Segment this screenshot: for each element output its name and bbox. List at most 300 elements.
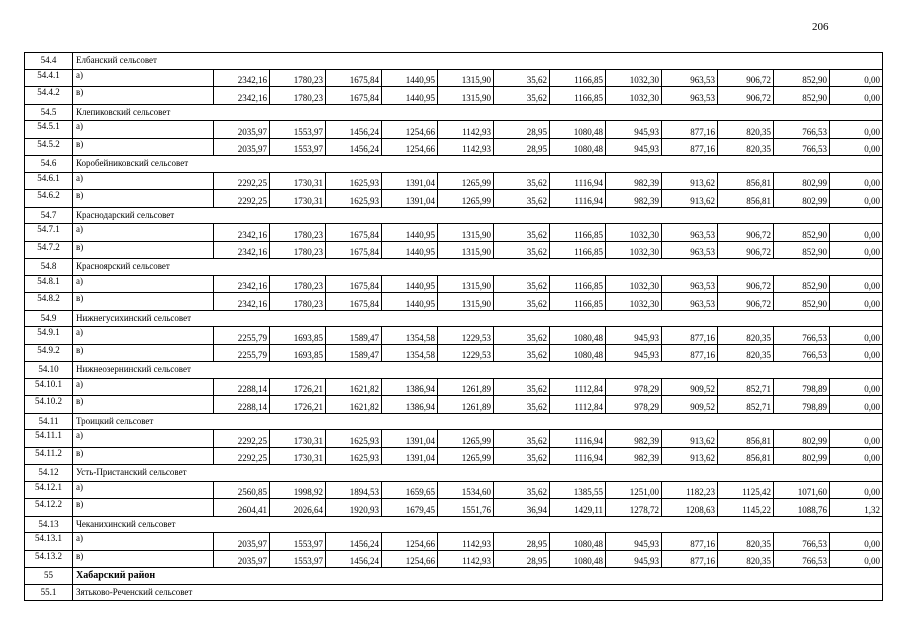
section-row xyxy=(25,207,883,224)
value-cell: 963,53 xyxy=(662,275,718,293)
value-cell: 1675,84 xyxy=(326,87,382,105)
value-cell: 1625,93 xyxy=(326,430,382,448)
row-number: 54.7 xyxy=(25,207,73,224)
value-cell: 1032,30 xyxy=(606,69,662,87)
table-row xyxy=(25,327,883,345)
value-cell: 1730,31 xyxy=(270,172,326,190)
value-cell: 0,00 xyxy=(830,327,883,345)
value-cell: 35,62 xyxy=(494,241,550,259)
value-cell: 35,62 xyxy=(494,396,550,414)
value-cell: 1032,30 xyxy=(606,241,662,259)
value-cell: 1780,23 xyxy=(270,87,326,105)
value-cell: 963,53 xyxy=(662,87,718,105)
value-cell: 0,00 xyxy=(830,275,883,293)
value-cell: 1254,66 xyxy=(382,550,438,568)
value-cell: 36,94 xyxy=(494,499,550,517)
value-cell: 1080,48 xyxy=(550,550,606,568)
table-body xyxy=(25,53,883,601)
row-number: 54.7.1 xyxy=(25,224,73,242)
value-cell: 0,00 xyxy=(830,378,883,396)
row-number: 54.10.2 xyxy=(25,396,73,414)
row-number: 54.13.1 xyxy=(25,533,73,551)
row-label: а) xyxy=(73,224,214,242)
value-cell: 1032,30 xyxy=(606,87,662,105)
value-cell: 856,81 xyxy=(718,172,774,190)
value-cell: 1456,24 xyxy=(326,138,382,156)
value-cell: 1625,93 xyxy=(326,172,382,190)
value-cell: 945,93 xyxy=(606,550,662,568)
value-cell: 1456,24 xyxy=(326,533,382,551)
value-cell: 1142,93 xyxy=(438,533,494,551)
value-cell: 877,16 xyxy=(662,533,718,551)
row-number: 54.12.1 xyxy=(25,481,73,499)
value-cell: 1071,60 xyxy=(774,481,830,499)
row-label: а) xyxy=(73,275,214,293)
value-cell: 2035,97 xyxy=(214,533,270,551)
value-cell: 820,35 xyxy=(718,138,774,156)
value-cell: 0,00 xyxy=(830,121,883,139)
row-number: 54.13 xyxy=(25,516,73,533)
value-cell: 1261,89 xyxy=(438,396,494,414)
section-name: Усть-Пристанский сельсовет xyxy=(73,465,883,482)
section-row xyxy=(25,465,883,482)
section-row xyxy=(25,53,883,70)
value-cell: 35,62 xyxy=(494,190,550,208)
value-cell: 0,00 xyxy=(830,87,883,105)
value-cell: 1032,30 xyxy=(606,293,662,311)
value-cell: 28,95 xyxy=(494,138,550,156)
value-cell: 1208,63 xyxy=(662,499,718,517)
table-row xyxy=(25,396,883,414)
value-cell: 1675,84 xyxy=(326,69,382,87)
value-cell: 28,95 xyxy=(494,533,550,551)
value-cell: 1251,00 xyxy=(606,481,662,499)
value-cell: 1456,24 xyxy=(326,550,382,568)
table-row xyxy=(25,275,883,293)
value-cell: 982,39 xyxy=(606,447,662,465)
row-label: а) xyxy=(73,481,214,499)
value-cell: 2342,16 xyxy=(214,241,270,259)
table-row xyxy=(25,121,883,139)
row-label: а) xyxy=(73,69,214,87)
value-cell: 1142,93 xyxy=(438,121,494,139)
table-row xyxy=(25,499,883,517)
value-cell: 877,16 xyxy=(662,121,718,139)
value-cell: 1675,84 xyxy=(326,224,382,242)
value-cell: 2292,25 xyxy=(214,172,270,190)
value-cell: 1315,90 xyxy=(438,224,494,242)
value-cell: 963,53 xyxy=(662,224,718,242)
table-row xyxy=(25,447,883,465)
value-cell: 1254,66 xyxy=(382,138,438,156)
row-label: в) xyxy=(73,499,214,517)
value-cell: 2604,41 xyxy=(214,499,270,517)
value-cell: 2342,16 xyxy=(214,87,270,105)
value-cell: 877,16 xyxy=(662,344,718,362)
value-cell: 1780,23 xyxy=(270,293,326,311)
row-label: в) xyxy=(73,550,214,568)
value-cell: 35,62 xyxy=(494,447,550,465)
value-cell: 1166,85 xyxy=(550,224,606,242)
value-cell: 802,99 xyxy=(774,447,830,465)
value-cell: 1265,99 xyxy=(438,430,494,448)
value-cell: 1112,84 xyxy=(550,378,606,396)
value-cell: 852,90 xyxy=(774,69,830,87)
table-row xyxy=(25,550,883,568)
value-cell: 820,35 xyxy=(718,533,774,551)
value-cell: 1,32 xyxy=(830,499,883,517)
value-cell: 0,00 xyxy=(830,344,883,362)
value-cell: 1693,85 xyxy=(270,344,326,362)
value-cell: 978,29 xyxy=(606,378,662,396)
value-cell: 2342,16 xyxy=(214,224,270,242)
row-label: а) xyxy=(73,172,214,190)
section-name: Чеканихинский сельсовет xyxy=(73,516,883,533)
value-cell: 1553,97 xyxy=(270,121,326,139)
value-cell: 802,99 xyxy=(774,172,830,190)
section-name: Троицкий сельсовет xyxy=(73,413,883,430)
value-cell: 2292,25 xyxy=(214,447,270,465)
value-cell: 1456,24 xyxy=(326,121,382,139)
value-cell: 1780,23 xyxy=(270,224,326,242)
value-cell: 1166,85 xyxy=(550,293,606,311)
value-cell: 1440,95 xyxy=(382,293,438,311)
value-cell: 1116,94 xyxy=(550,430,606,448)
value-cell: 982,39 xyxy=(606,190,662,208)
value-cell: 1254,66 xyxy=(382,121,438,139)
value-cell: 1088,76 xyxy=(774,499,830,517)
row-number: 54.7.2 xyxy=(25,241,73,259)
value-cell: 856,81 xyxy=(718,190,774,208)
row-label: в) xyxy=(73,190,214,208)
value-cell: 1354,58 xyxy=(382,327,438,345)
value-cell: 906,72 xyxy=(718,69,774,87)
value-cell: 0,00 xyxy=(830,241,883,259)
row-label: а) xyxy=(73,327,214,345)
row-label: в) xyxy=(73,396,214,414)
section-row xyxy=(25,584,883,601)
value-cell: 1166,85 xyxy=(550,241,606,259)
value-cell: 1229,53 xyxy=(438,344,494,362)
value-cell: 1386,94 xyxy=(382,378,438,396)
value-cell: 1998,92 xyxy=(270,481,326,499)
value-cell: 1116,94 xyxy=(550,447,606,465)
value-cell: 766,53 xyxy=(774,327,830,345)
value-cell: 802,99 xyxy=(774,430,830,448)
value-cell: 820,35 xyxy=(718,550,774,568)
section-name: Зятьково-Реченский сельсовет xyxy=(73,584,883,601)
section-name: Елбанский сельсовет xyxy=(73,53,883,70)
value-cell: 820,35 xyxy=(718,327,774,345)
value-cell: 2560,85 xyxy=(214,481,270,499)
table-row xyxy=(25,533,883,551)
value-cell: 0,00 xyxy=(830,138,883,156)
value-cell: 1440,95 xyxy=(382,241,438,259)
value-cell: 913,62 xyxy=(662,430,718,448)
value-cell: 802,99 xyxy=(774,190,830,208)
row-number: 54.6.2 xyxy=(25,190,73,208)
value-cell: 1385,55 xyxy=(550,481,606,499)
value-cell: 963,53 xyxy=(662,241,718,259)
value-cell: 877,16 xyxy=(662,138,718,156)
value-cell: 2342,16 xyxy=(214,69,270,87)
value-cell: 0,00 xyxy=(830,190,883,208)
value-cell: 913,62 xyxy=(662,190,718,208)
value-cell: 1315,90 xyxy=(438,69,494,87)
section-name: Краснодарский сельсовет xyxy=(73,207,883,224)
value-cell: 1551,76 xyxy=(438,499,494,517)
value-cell: 0,00 xyxy=(830,69,883,87)
value-cell: 852,90 xyxy=(774,275,830,293)
row-label: в) xyxy=(73,293,214,311)
value-cell: 1315,90 xyxy=(438,241,494,259)
value-cell: 1894,53 xyxy=(326,481,382,499)
value-cell: 1229,53 xyxy=(438,327,494,345)
value-cell: 35,62 xyxy=(494,378,550,396)
value-cell: 1112,84 xyxy=(550,396,606,414)
row-number: 55 xyxy=(25,568,73,585)
section-row xyxy=(25,568,883,585)
value-cell: 1166,85 xyxy=(550,275,606,293)
row-number: 54.4.2 xyxy=(25,87,73,105)
value-cell: 1278,72 xyxy=(606,499,662,517)
value-cell: 906,72 xyxy=(718,87,774,105)
value-cell: 0,00 xyxy=(830,172,883,190)
value-cell: 2292,25 xyxy=(214,430,270,448)
row-number: 55.1 xyxy=(25,584,73,601)
value-cell: 2342,16 xyxy=(214,293,270,311)
value-cell: 852,90 xyxy=(774,224,830,242)
table-row xyxy=(25,69,883,87)
value-cell: 35,62 xyxy=(494,293,550,311)
row-number: 54.10.1 xyxy=(25,378,73,396)
value-cell: 1354,58 xyxy=(382,344,438,362)
value-cell: 945,93 xyxy=(606,138,662,156)
value-cell: 1780,23 xyxy=(270,241,326,259)
value-cell: 35,62 xyxy=(494,327,550,345)
section-name: Хабарский район xyxy=(73,568,883,585)
section-row xyxy=(25,156,883,173)
value-cell: 2035,97 xyxy=(214,121,270,139)
row-number: 54.8 xyxy=(25,259,73,276)
row-number: 54.9.2 xyxy=(25,344,73,362)
row-label: в) xyxy=(73,241,214,259)
value-cell: 906,72 xyxy=(718,241,774,259)
value-cell: 1553,97 xyxy=(270,533,326,551)
value-cell: 852,90 xyxy=(774,293,830,311)
value-cell: 1621,82 xyxy=(326,396,382,414)
value-cell: 877,16 xyxy=(662,550,718,568)
value-cell: 1265,99 xyxy=(438,190,494,208)
value-cell: 945,93 xyxy=(606,344,662,362)
value-cell: 1080,48 xyxy=(550,138,606,156)
value-cell: 1780,23 xyxy=(270,69,326,87)
value-cell: 2288,14 xyxy=(214,378,270,396)
value-cell: 35,62 xyxy=(494,344,550,362)
value-cell: 1553,97 xyxy=(270,138,326,156)
value-cell: 0,00 xyxy=(830,430,883,448)
value-cell: 1429,11 xyxy=(550,499,606,517)
row-number: 54.6 xyxy=(25,156,73,173)
table-row xyxy=(25,138,883,156)
value-cell: 1032,30 xyxy=(606,224,662,242)
row-number: 54.13.2 xyxy=(25,550,73,568)
value-cell: 35,62 xyxy=(494,481,550,499)
value-cell: 1693,85 xyxy=(270,327,326,345)
section-row xyxy=(25,516,883,533)
value-cell: 906,72 xyxy=(718,275,774,293)
table-row xyxy=(25,344,883,362)
value-cell: 798,89 xyxy=(774,396,830,414)
tariff-table xyxy=(24,52,883,601)
value-cell: 35,62 xyxy=(494,172,550,190)
table-row xyxy=(25,481,883,499)
value-cell: 982,39 xyxy=(606,430,662,448)
value-cell: 945,93 xyxy=(606,121,662,139)
value-cell: 766,53 xyxy=(774,121,830,139)
row-label: а) xyxy=(73,430,214,448)
value-cell: 1730,31 xyxy=(270,447,326,465)
value-cell: 1166,85 xyxy=(550,69,606,87)
value-cell: 1116,94 xyxy=(550,190,606,208)
table-row xyxy=(25,87,883,105)
value-cell: 766,53 xyxy=(774,138,830,156)
value-cell: 35,62 xyxy=(494,69,550,87)
value-cell: 1391,04 xyxy=(382,447,438,465)
value-cell: 1553,97 xyxy=(270,550,326,568)
row-number: 54.5.1 xyxy=(25,121,73,139)
section-name: Клепиковский сельсовет xyxy=(73,104,883,121)
value-cell: 1730,31 xyxy=(270,190,326,208)
value-cell: 1315,90 xyxy=(438,275,494,293)
value-cell: 1145,22 xyxy=(718,499,774,517)
value-cell: 1032,30 xyxy=(606,275,662,293)
page-number: 206 xyxy=(812,21,829,33)
row-number: 54.4 xyxy=(25,53,73,70)
row-label: в) xyxy=(73,138,214,156)
row-number: 54.4.1 xyxy=(25,69,73,87)
section-row xyxy=(25,362,883,379)
section-name: Нижнеозернинский сельсовет xyxy=(73,362,883,379)
value-cell: 1116,94 xyxy=(550,172,606,190)
row-number: 54.11.1 xyxy=(25,430,73,448)
section-name: Красноярский сельсовет xyxy=(73,259,883,276)
value-cell: 1659,65 xyxy=(382,481,438,499)
row-number: 54.12 xyxy=(25,465,73,482)
value-cell: 766,53 xyxy=(774,533,830,551)
row-number: 54.12.2 xyxy=(25,499,73,517)
value-cell: 35,62 xyxy=(494,275,550,293)
section-row xyxy=(25,310,883,327)
section-row xyxy=(25,104,883,121)
section-name: Нижнегусихинский сельсовет xyxy=(73,310,883,327)
row-number: 54.5 xyxy=(25,104,73,121)
value-cell: 1780,23 xyxy=(270,275,326,293)
value-cell: 1125,42 xyxy=(718,481,774,499)
value-cell: 1675,84 xyxy=(326,293,382,311)
row-number: 54.11.2 xyxy=(25,447,73,465)
value-cell: 913,62 xyxy=(662,172,718,190)
value-cell: 1142,93 xyxy=(438,550,494,568)
value-cell: 2342,16 xyxy=(214,275,270,293)
row-number: 54.9.1 xyxy=(25,327,73,345)
value-cell: 0,00 xyxy=(830,224,883,242)
value-cell: 1142,93 xyxy=(438,138,494,156)
value-cell: 1675,84 xyxy=(326,275,382,293)
value-cell: 2026,64 xyxy=(270,499,326,517)
value-cell: 913,62 xyxy=(662,447,718,465)
value-cell: 877,16 xyxy=(662,327,718,345)
row-number: 54.6.1 xyxy=(25,172,73,190)
row-label: а) xyxy=(73,378,214,396)
value-cell: 798,89 xyxy=(774,378,830,396)
value-cell: 1726,21 xyxy=(270,396,326,414)
value-cell: 1265,99 xyxy=(438,447,494,465)
row-label: в) xyxy=(73,447,214,465)
value-cell: 1254,66 xyxy=(382,533,438,551)
value-cell: 0,00 xyxy=(830,481,883,499)
value-cell: 856,81 xyxy=(718,430,774,448)
value-cell: 1726,21 xyxy=(270,378,326,396)
row-number: 54.8.2 xyxy=(25,293,73,311)
row-number: 54.10 xyxy=(25,362,73,379)
value-cell: 1679,45 xyxy=(382,499,438,517)
value-cell: 1315,90 xyxy=(438,293,494,311)
value-cell: 1920,93 xyxy=(326,499,382,517)
value-cell: 1182,23 xyxy=(662,481,718,499)
value-cell: 2035,97 xyxy=(214,138,270,156)
value-cell: 1621,82 xyxy=(326,378,382,396)
value-cell: 0,00 xyxy=(830,396,883,414)
section-row xyxy=(25,413,883,430)
value-cell: 2255,79 xyxy=(214,344,270,362)
row-number: 54.8.1 xyxy=(25,275,73,293)
value-cell: 1391,04 xyxy=(382,430,438,448)
value-cell: 1534,60 xyxy=(438,481,494,499)
row-label: в) xyxy=(73,344,214,362)
value-cell: 35,62 xyxy=(494,87,550,105)
value-cell: 978,29 xyxy=(606,396,662,414)
value-cell: 945,93 xyxy=(606,327,662,345)
value-cell: 909,52 xyxy=(662,396,718,414)
value-cell: 1386,94 xyxy=(382,396,438,414)
value-cell: 1440,95 xyxy=(382,69,438,87)
value-cell: 1080,48 xyxy=(550,327,606,345)
value-cell: 1080,48 xyxy=(550,121,606,139)
row-label: в) xyxy=(73,87,214,105)
value-cell: 1391,04 xyxy=(382,172,438,190)
value-cell: 852,90 xyxy=(774,87,830,105)
value-cell: 1440,95 xyxy=(382,224,438,242)
value-cell: 1440,95 xyxy=(382,275,438,293)
value-cell: 909,52 xyxy=(662,378,718,396)
table-row xyxy=(25,241,883,259)
value-cell: 2255,79 xyxy=(214,327,270,345)
value-cell: 28,95 xyxy=(494,550,550,568)
section-row xyxy=(25,259,883,276)
value-cell: 1625,93 xyxy=(326,447,382,465)
table-row xyxy=(25,293,883,311)
value-cell: 1261,89 xyxy=(438,378,494,396)
value-cell: 1080,48 xyxy=(550,344,606,362)
value-cell: 1730,31 xyxy=(270,430,326,448)
table-row xyxy=(25,190,883,208)
value-cell: 2035,97 xyxy=(214,550,270,568)
value-cell: 1166,85 xyxy=(550,87,606,105)
row-number: 54.5.2 xyxy=(25,138,73,156)
section-name: Коробейниковский сельсовет xyxy=(73,156,883,173)
value-cell: 28,95 xyxy=(494,121,550,139)
